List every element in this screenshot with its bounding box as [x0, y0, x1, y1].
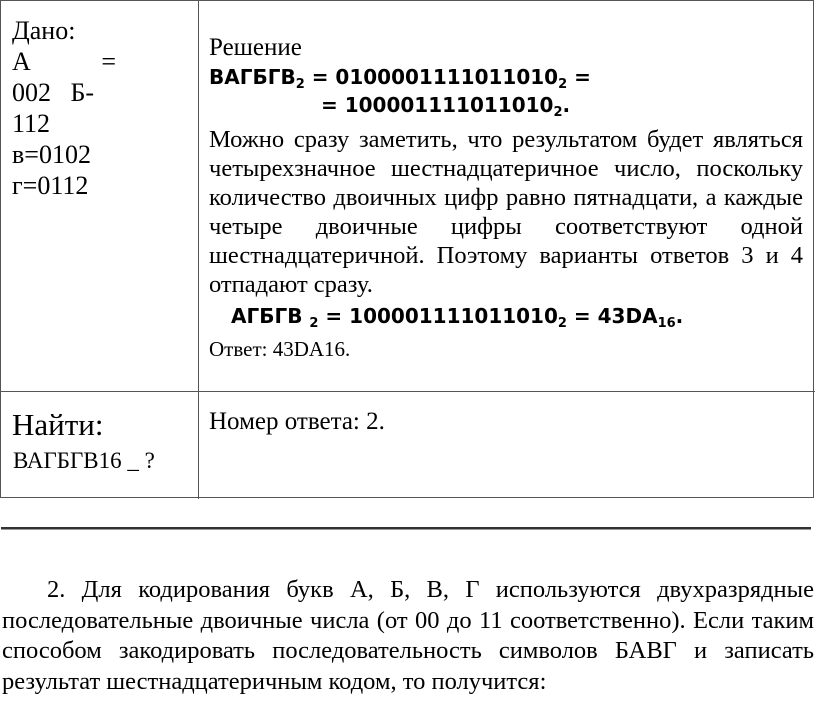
given-a-line	[12, 46, 116, 77]
formula3-main: АГБГВ	[231, 304, 310, 328]
solution-title: Решение	[209, 34, 302, 61]
formula2-tail: .	[562, 93, 571, 117]
formula1-main: ВАГБГВ	[209, 65, 296, 89]
task-text: 2. Для кодирования букв А, Б, В, Г используются двухразрядные последовательные двоичные числа (от 00 до 11 соответственно). Если таким способом закодировать последовательность символов БАВГ и записать результат шестнадцатеричным кодом, то получится:	[2, 576, 814, 695]
find-label: Найти:	[12, 407, 104, 442]
given-cell	[12, 15, 116, 201]
find-value: ВАГБГВ16 _ ?	[13, 448, 155, 473]
given-label: Дано:	[12, 16, 76, 45]
given-a-value-b: 002 Б-	[12, 78, 95, 107]
formula-line-1	[209, 63, 803, 91]
formula1-rest: = 0100001111011010	[304, 65, 559, 89]
formula2-sub: 2	[553, 105, 563, 120]
formula1-sub: 2	[295, 77, 305, 92]
table-column-divider	[198, 1, 199, 499]
formula-line-3	[231, 302, 803, 330]
given-v: в=0102	[12, 140, 91, 169]
formula1-tail: =	[567, 65, 591, 89]
given-b-value: 112	[12, 109, 51, 138]
formula3-sub2: 2	[557, 316, 567, 331]
solution-paragraph: Можно сразу заметить, что результатом будет являться четырехзначное шестнадцатеричное число, поскольку количество двоичных цифр равно пятнадцати, а каждые четыре двоичные цифры соответствуют одной шестнадцатеричной. Поэтому варианты ответов 3 и 4 отпадают сразу.	[209, 126, 803, 298]
formula3-rest2: = 43DA	[566, 304, 658, 328]
formula3-sub: 2	[309, 316, 319, 331]
solution-cell	[209, 33, 803, 362]
formula-line-2	[321, 91, 803, 119]
given-g: г=0112	[12, 171, 89, 200]
given-a-equals: =	[101, 47, 116, 76]
section-separator-shadow	[1, 529, 811, 530]
task-paragraph	[2, 575, 814, 697]
formula3-tail: .	[675, 304, 684, 328]
formula2-main: = 100001111011010	[321, 93, 554, 117]
formula3-rest: = 100001111011010	[318, 304, 558, 328]
given-a-letter: А	[12, 47, 31, 76]
formula1-sub2: 2	[558, 77, 568, 92]
table-row-divider	[1, 391, 815, 392]
formula3-sub3: 16	[657, 316, 676, 331]
solution-answer: Ответ: 43DA16.	[209, 337, 351, 361]
answer-number: Номер ответа: 2.	[209, 408, 385, 435]
